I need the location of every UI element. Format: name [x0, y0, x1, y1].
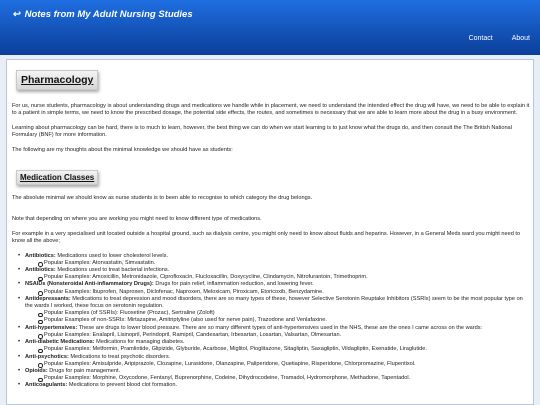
class-examples: Popular Examples of non-SSRIs: Mirtazapine, Amitriptyline (also used for nerve pain), Trazodone and Venlafaxine.	[37, 317, 532, 324]
class-name: Anti-diabetic Medications:	[25, 339, 95, 346]
class-name: NSAIDs (Nonsteroidal Anti-inflammatory Drugs):	[25, 281, 154, 288]
list-item	[18, 382, 532, 389]
class-description: Medications used to treat bacterial infections.	[55, 267, 170, 274]
section-paragraph-1: The absolute minimal we should know as nurse students is to been able to recognise to which category the drug belongs.	[12, 195, 313, 202]
intro-paragraph-2: Learning about pharmacology can be hard, there is to much to learn, however, the best thing we can do when we start learning is to just know what the drugs do, and then consult the The British National Formulary (BNF) for more information.	[12, 124, 512, 139]
intro-paragraph-1: For us, nurse students, pharmacology is about understanding drugs and medications we handle while in placement, we need to understand the intended effect the drug will have, we need to be able to explain it to a patient in simple terms, we need to know the prescribed dosage, the potential side effects, the routes, and sometimes is necessary that we are able to learn more about the drug in a busy environment.	[12, 103, 530, 117]
class-examples: Popular Examples: Morphine, Oxycodone, Fentanyl, Buprenorphine, Codeine, Dihydrocodeine, Tramadol, Hydromorphone, Methadone, Tapentadol.	[37, 375, 532, 382]
content-panel	[6, 59, 534, 405]
page-title: Pharmacology	[16, 70, 98, 90]
section-paragraph-2: Note that depending on where you are working you might need to know different type of medications.	[12, 216, 262, 223]
class-name: Anticoagulants:	[25, 382, 68, 389]
list-item	[18, 339, 532, 353]
list-item	[18, 253, 532, 267]
top-nav	[469, 35, 530, 42]
class-examples: Popular Examples: Enalapril, Lisinopril, Perindopril, Ramipril, Candesartan, Irbesartan, Losartan, Valsartan, Olmesartan.	[37, 332, 532, 339]
class-examples: Popular Examples: Ibuprofen, Naproxen, Diclofenac, Naproxen, Meloxicam, Piroxicam, Etoricoxib, Benzydamine.	[37, 289, 532, 296]
return-arrow-icon: ↩	[13, 9, 21, 20]
class-name: Anti-psychotics:	[25, 353, 69, 360]
nav-link-about[interactable]: About	[511, 35, 530, 42]
class-description: These are drugs to lower blood pressure. There are so many different types of anti-hypertensives used in the NHS, these are the ones I came across on the wards:	[77, 324, 483, 331]
class-name: Opioids:	[25, 367, 48, 374]
class-examples: Popular Examples: Amisulpride, Aripiprazole, Clozapine, Lurasidone, Olanzapine, Paliperidone, Quetiapine, Risperidone, Chlorpromazine, Flupentixol.	[37, 361, 532, 368]
list-item	[18, 354, 532, 368]
class-examples: Popular Examples (of SSRIs): Fluoxetine (Prozac), Sertraline (Zoloft)	[37, 310, 532, 317]
class-description: Drugs for pain management.	[47, 367, 121, 374]
class-name: Antidepressants:	[25, 295, 71, 302]
article	[12, 65, 532, 390]
class-description: Medications for managing diabetes.	[94, 339, 185, 346]
class-name: Antibiotics:	[25, 252, 56, 259]
section-heading: Medication Classes	[16, 170, 98, 185]
site-title-text: Notes from My Adult Nursing Studies	[24, 9, 193, 20]
list-item	[18, 368, 532, 382]
site-header	[0, 0, 540, 55]
list-item	[18, 281, 532, 295]
site-title-link[interactable]	[13, 9, 193, 20]
medication-class-list	[18, 253, 532, 390]
class-description: Medications to treat psychotic disorders.	[68, 353, 171, 360]
list-item	[18, 325, 532, 339]
class-name: Anti-hypertensives:	[25, 324, 78, 331]
intro-paragraph-3: The following are my thoughts about the minimal knowledge we should have as students:	[12, 146, 233, 153]
list-item	[18, 267, 532, 281]
class-examples: Popular Examples: Atorvastatin, Simvastatin.	[37, 260, 532, 267]
class-name: Antibiotics:	[25, 267, 56, 274]
class-description: Medications to treat depression and mood disorders, there are so many types of these, however Selective Serotonin Reuptake Inhibitors (SSRIs) seem to be the most popular type on the wards I worked, these focus on serotonin regulation.	[25, 295, 523, 310]
class-description: Drugs for pain relief, inflammation reduction, and lowering fever.	[153, 281, 314, 288]
class-examples: Popular Examples: Amoxicillin, Metronidazole, Ciprofloxacin, Flucloxacillin, Doxycycline, Clindamycin, Nitrofurantoin, Trimethoprim.	[37, 274, 532, 281]
class-description: Medications used to lower cholesterol levels.	[55, 252, 169, 259]
class-description: Medications to prevent blood clot formation.	[67, 382, 178, 389]
list-item	[18, 296, 532, 325]
nav-link-contact[interactable]: Contact	[468, 35, 493, 42]
section-paragraph-3: For example in a very specialised unit located outside a hospital ground, such as dialysis centre, you might only need to know about fluids and heparins. However, in a General Meds ward you might need to know all the above;	[12, 230, 521, 245]
class-examples: Popular Examples: Metformin, Pramlintide, Glipizide, Glyburide, Acarbose, Miglitol, Pioglitazone, Sitagliptin, Saxagliptin, Vildagliptin, Exenatide, Liraglutide.	[37, 346, 532, 353]
